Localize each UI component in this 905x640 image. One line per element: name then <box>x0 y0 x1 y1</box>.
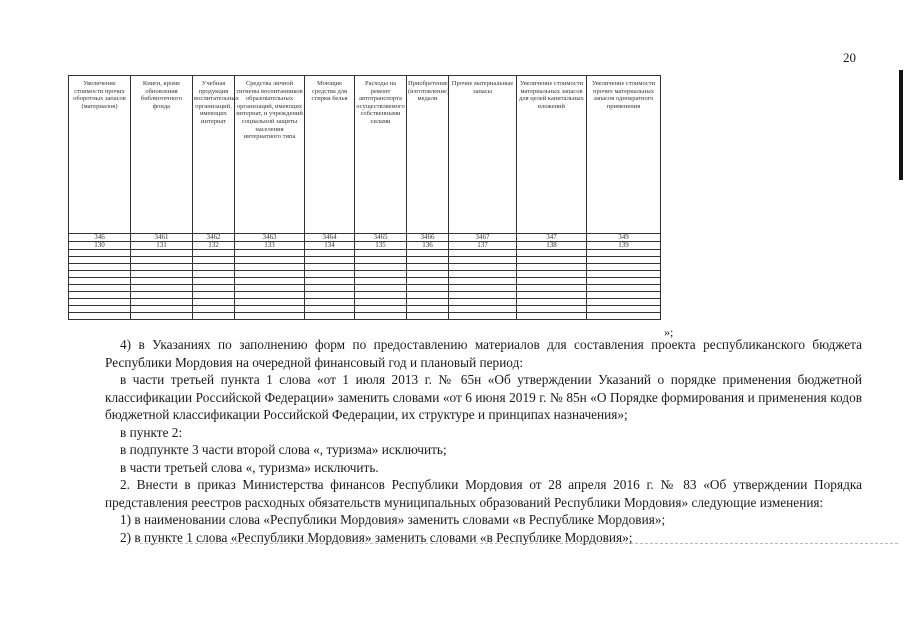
table-blank-row-cell <box>235 306 305 313</box>
table-blank-row-cell <box>587 271 661 278</box>
table-blank-row-cell <box>407 299 449 306</box>
table-column-number-row <box>69 242 661 250</box>
table-blank-row-cell <box>407 278 449 285</box>
table-code-row-cell: 3464 <box>305 234 355 242</box>
table-code-row-cell: 3467 <box>449 234 517 242</box>
table-blank-row-cell <box>305 257 355 264</box>
table-column-number-row-cell: 138 <box>517 242 587 250</box>
table-code-row-cell: 3461 <box>131 234 193 242</box>
paragraph: 2. Внести в приказ Министерства финансов Республики Мордовия от 28 апреля 2016 г. № 83 «Об утверждении Порядка представления реестров расходных обязательств муниципальных образований Республики Мордовия» следующие изменения: <box>105 477 862 510</box>
table-column-number-row-cell: 131 <box>131 242 193 250</box>
table-blank-row-cell <box>193 285 235 292</box>
table-blank-row-cell <box>355 264 407 271</box>
table-blank-row-cell <box>449 292 517 299</box>
table-blank-row-cell <box>193 264 235 271</box>
table-blank-row-cell <box>131 306 193 313</box>
table-blank-row-cell <box>131 271 193 278</box>
table-blank-row-cell <box>355 250 407 257</box>
table-blank-row <box>69 278 661 285</box>
table-blank-row-cell <box>69 285 131 292</box>
table-blank-row-cell <box>131 278 193 285</box>
table-blank-row-cell <box>517 271 587 278</box>
table-blank-row-cell <box>449 313 517 320</box>
table-blank-row <box>69 306 661 313</box>
table-blank-row-cell <box>235 264 305 271</box>
table-code-row-cell: 3465 <box>355 234 407 242</box>
table-blank-row-cell <box>305 292 355 299</box>
table-blank-row-cell <box>235 278 305 285</box>
table-blank-row-cell <box>131 292 193 299</box>
document-body <box>105 336 862 546</box>
paragraph: 2) в пункте 1 слова «Республики Мордовия» заменить словами «в Республике Мордовия»; <box>120 529 633 545</box>
table-blank-row-cell <box>305 299 355 306</box>
table-header-row-cell: Моющие средства для стирки белья <box>305 76 355 234</box>
table-header-row-cell: Увеличение стоимости прочих оборотных запасов (материалов) <box>69 76 131 234</box>
table-blank-row-cell <box>355 285 407 292</box>
table-blank-row-cell <box>407 271 449 278</box>
table-blank-row-cell <box>235 313 305 320</box>
table-blank-row-cell <box>587 250 661 257</box>
table-blank-row-cell <box>407 250 449 257</box>
table-blank-row-cell <box>305 264 355 271</box>
table-header-row-cell: Приобретение (изготовление) медали <box>407 76 449 234</box>
table-blank-row-cell <box>517 278 587 285</box>
table-blank-row-cell <box>69 313 131 320</box>
table-blank-row-cell <box>449 264 517 271</box>
table-blank-row <box>69 271 661 278</box>
table-blank-row-cell <box>235 292 305 299</box>
table-code-row-cell: 3466 <box>407 234 449 242</box>
table-blank-row-cell <box>407 257 449 264</box>
table-blank-row-cell <box>69 264 131 271</box>
table-blank-row-cell <box>449 306 517 313</box>
table-blank-row-cell <box>235 250 305 257</box>
table-blank-row-cell <box>235 299 305 306</box>
table-header-row-cell: Учебная продукция воспитательных организаций, имеющих интернат <box>193 76 235 234</box>
table-blank-row <box>69 264 661 271</box>
table-code-row-cell: 349 <box>587 234 661 242</box>
table-blank-row-cell <box>131 313 193 320</box>
table-blank-row-cell <box>355 313 407 320</box>
table-column-number-row-cell: 133 <box>235 242 305 250</box>
table-blank-row-cell <box>235 271 305 278</box>
scan-edge-mark <box>899 70 903 180</box>
table-closing-mark: »; <box>664 325 674 339</box>
table-blank-row-cell <box>235 285 305 292</box>
table-column-number-row-cell: 136 <box>407 242 449 250</box>
table-blank-row-cell <box>517 250 587 257</box>
table-blank-row-cell <box>449 285 517 292</box>
table-blank-row <box>69 292 661 299</box>
table-header-row <box>69 76 661 234</box>
table-column-number-row-cell: 132 <box>193 242 235 250</box>
table-blank-row-cell <box>193 250 235 257</box>
table-blank-row-cell <box>517 285 587 292</box>
table-blank-row-cell <box>69 306 131 313</box>
table-blank-row-cell <box>69 278 131 285</box>
table-blank-row-cell <box>587 264 661 271</box>
paragraph: 1) в наименовании слова «Республики Мордовия» заменить словами «в Республике Мордовия»; <box>120 512 666 527</box>
table-blank-row-cell <box>131 285 193 292</box>
table-header-row-cell: Средства личной гигиены воспитанников образовательных организаций, имеющих интернат, и учреждений социальной защиты населения интернатного типа <box>235 76 305 234</box>
table-blank-row-cell <box>407 306 449 313</box>
table-blank-row-cell <box>193 306 235 313</box>
table-blank-row-cell <box>131 264 193 271</box>
table-blank-row-cell <box>407 264 449 271</box>
table-blank-row-cell <box>69 292 131 299</box>
table-blank-row-cell <box>587 278 661 285</box>
table-blank-row-cell <box>355 271 407 278</box>
form-table <box>68 75 661 320</box>
paragraph: в части третьей пункта 1 слова «от 1 июля 2013 г. № 65н «Об утверждении Указаний о порядке применения бюджетной классификации Российской Федерации» заменить словами «от 6 июня 2019 г. № 85н «О Порядке формирования и применения кодов бюджетной классификации Российской Федерации, их структуре и принципах назначения»; <box>105 372 862 422</box>
table-header-row-cell: Увеличение стоимости материальных запасов для целей капитальных вложений <box>517 76 587 234</box>
table-blank-row-cell <box>305 278 355 285</box>
table-blank-row-cell <box>587 313 661 320</box>
table-blank-row-cell <box>587 292 661 299</box>
table-blank-row-cell <box>517 299 587 306</box>
table-blank-row-cell <box>355 306 407 313</box>
table-blank-row-cell <box>517 313 587 320</box>
table-header-row-cell: Книги, кроме обновления библиотечного фонда <box>131 76 193 234</box>
table-blank-row-cell <box>517 264 587 271</box>
table-blank-row-cell <box>407 285 449 292</box>
paragraph: 4) в Указаниях по заполнению форм по предоставлению материалов для составления проекта республиканского бюджета Республики Мордовия на очередной финансовый год и плановый период: <box>105 337 862 370</box>
table-column-number-row-cell: 130 <box>69 242 131 250</box>
table-blank-row-cell <box>587 257 661 264</box>
table-blank-row-cell <box>131 250 193 257</box>
table-column-number-row-cell: 135 <box>355 242 407 250</box>
table-column-number-row-cell: 139 <box>587 242 661 250</box>
table-blank-row-cell <box>235 257 305 264</box>
table-code-row-cell: 3462 <box>193 234 235 242</box>
table-blank-row-cell <box>305 285 355 292</box>
table-blank-row-cell <box>193 292 235 299</box>
table-blank-row-cell <box>587 285 661 292</box>
table-blank-row-cell <box>305 250 355 257</box>
table-blank-row-cell <box>193 271 235 278</box>
table-blank-row-cell <box>69 250 131 257</box>
paragraph: в подпункте 3 части второй слова «, туризма» исключить; <box>120 442 447 457</box>
table-blank-row-cell <box>193 313 235 320</box>
table-blank-row-cell <box>131 299 193 306</box>
table-blank-row-cell <box>449 257 517 264</box>
table-blank-row-cell <box>449 278 517 285</box>
page-number: 20 <box>843 50 856 65</box>
table-blank-row-cell <box>587 306 661 313</box>
table-blank-row <box>69 313 661 320</box>
table-blank-row-cell <box>69 299 131 306</box>
table-blank-row-cell <box>193 278 235 285</box>
table-blank-row-cell <box>407 292 449 299</box>
table-blank-row-cell <box>193 257 235 264</box>
table-blank-row-cell <box>517 292 587 299</box>
table-blank-row-cell <box>69 257 131 264</box>
paragraph: в пункте 2: <box>120 424 183 440</box>
table-blank-row-cell <box>355 299 407 306</box>
table-blank-row-cell <box>449 299 517 306</box>
table-blank-row-cell <box>355 292 407 299</box>
table-blank-row-cell <box>305 306 355 313</box>
table-blank-row <box>69 285 661 292</box>
table-blank-row-cell <box>449 271 517 278</box>
table-blank-row-cell <box>449 250 517 257</box>
table-blank-row-cell <box>131 257 193 264</box>
table-column-number-row-cell: 137 <box>449 242 517 250</box>
table-header-row-cell: Увеличение стоимости прочих материальных запасов однократного применения <box>587 76 661 234</box>
table-code-row-cell: 3463 <box>235 234 305 242</box>
table-blank-row-cell <box>517 306 587 313</box>
table-blank-row-cell <box>305 271 355 278</box>
table-blank-row <box>69 299 661 306</box>
table-blank-row-cell <box>355 257 407 264</box>
table-code-row-cell: 347 <box>517 234 587 242</box>
table-column-number-row-cell: 134 <box>305 242 355 250</box>
paragraph: в части третьей слова «, туризма» исключить. <box>120 459 379 475</box>
table-blank-row-cell <box>193 299 235 306</box>
table-blank-row-cell <box>407 313 449 320</box>
table-blank-row-cell <box>69 271 131 278</box>
table-code-row-cell: 346 <box>69 234 131 242</box>
table-header-row-cell: Прочие материальные запасы <box>449 76 517 234</box>
table-blank-row-cell <box>517 257 587 264</box>
table-blank-row <box>69 250 661 257</box>
table-blank-row-cell <box>305 313 355 320</box>
table-blank-row <box>69 257 661 264</box>
table-header-row-cell: Расходы на ремонт автотранспорта осуществляемого собственными силами <box>355 76 407 234</box>
table-blank-row-cell <box>355 278 407 285</box>
table-blank-row-cell <box>587 299 661 306</box>
